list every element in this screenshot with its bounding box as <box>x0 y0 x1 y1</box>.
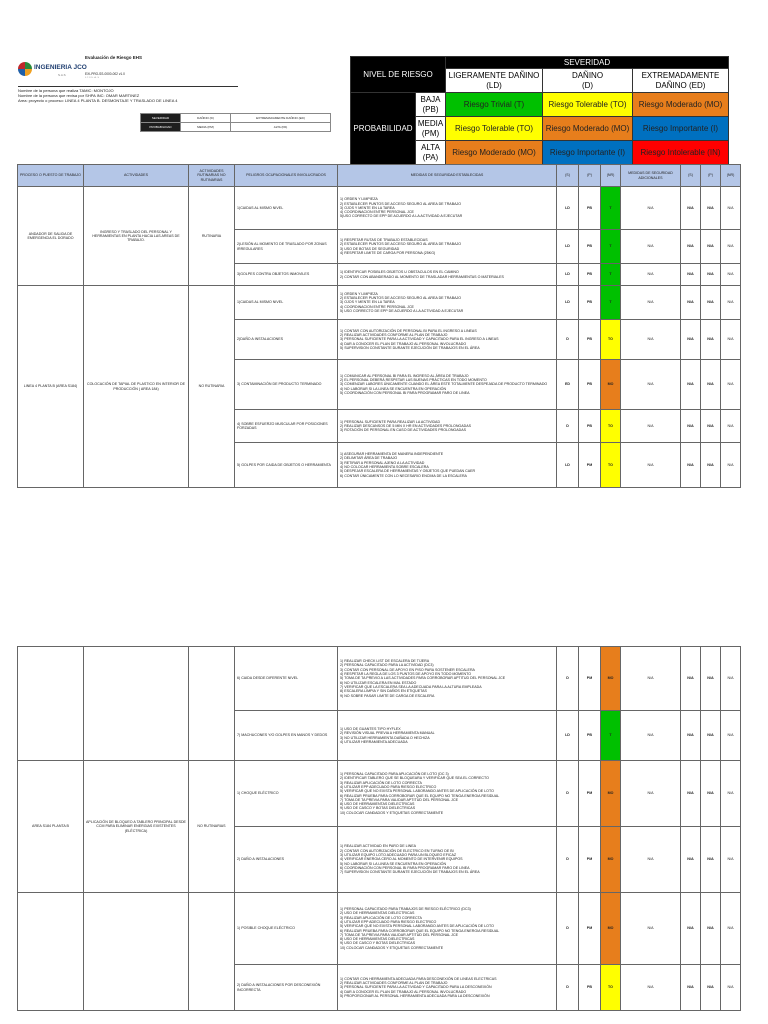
severity-cell: D <box>557 647 579 711</box>
additional-measures-cell: N/A <box>621 360 681 410</box>
additional-measures-cell: N/A <box>621 410 681 443</box>
rutina-cell: RUTINARIA <box>189 187 235 286</box>
risk-level-cell: T <box>601 264 621 286</box>
severity2-cell: N/A <box>681 443 701 488</box>
severity-cell: LD <box>557 264 579 286</box>
additional-measures-cell: N/A <box>621 761 681 827</box>
logo-subtext: S.A.S <box>58 73 66 77</box>
document-code: EXI-PRO-SS-0000-002 v1.0 <box>85 72 125 76</box>
table-row <box>18 187 741 230</box>
table-row <box>18 286 741 320</box>
risk-assessment-table-continued <box>17 646 741 1011</box>
severity-cell: LD <box>557 711 579 761</box>
proceso-cell <box>18 893 84 1011</box>
matrix-probabilidad-label: PROBABILIDAD <box>351 93 416 165</box>
mini-cell: MEDIA (PM) <box>181 123 231 132</box>
document-code-sub: J C O S . A . S <box>85 77 99 79</box>
matrix-sev-col: LIGERAMENTE DAÑINO (LD) <box>446 69 543 93</box>
additional-measures-cell: N/A <box>621 264 681 286</box>
actividad-cell: INGRESO Y TRASLADO DEL PERSONAL Y HERRAMIENTAS EN PLANTA HACIA LAS AREAS DE TRABAJO. <box>84 187 189 286</box>
probability2-cell: N/A <box>701 893 721 965</box>
probability2-cell: N/A <box>701 187 721 230</box>
header-rutinarias: ACTIVIDADES RUTINARIAS NO RUTINARIAS <box>189 165 235 187</box>
info-evaluator: Nombre de la persona que realiza TAMIC: MONTOJO <box>18 88 114 93</box>
peligro-cell: 1)CAIDAS AL MISMO NIVEL <box>235 187 338 230</box>
matrix-sev-col: EXTREMADAMENTE DAÑINO (ED) <box>633 69 729 93</box>
medidas-cell: 1) ORDEN Y LIMPIEZA 2) ESTABLECER PUNTOS DE ACCESO SEGURO AL AREA DE TRABAJO 3) OJOS Y MENTE EN LA TAREA 4) COORDINACION ENTRE PERSONAL JCE 5) USO CORRECTO DE EPP DE ACUERDO A LA ACTIVIDAD A EJECUTAR <box>338 286 557 320</box>
risk-level2-cell: N/A <box>721 893 741 965</box>
severity2-cell: N/A <box>681 761 701 827</box>
table-row <box>18 647 741 711</box>
matrix-prob-row: ALTA (PA) <box>416 141 446 165</box>
risk-level-cell: MO <box>601 893 621 965</box>
mini-cell: ALTA (PA) <box>231 123 331 132</box>
medidas-cell: 1) USO DE GUANTES TIPO HYFLEX 2) REVISIÓN VISUAL PREVIA A HERRAMIENTA MANUAL 3) NO UTILIZAR HERRAMIENTA DAÑADA O HECHIZA 4) UTILIZAR HERRAMIENTA ADECUADA <box>338 711 557 761</box>
header-medidas-adicionales: MEDIDAS DE SEGURIDAD ADICIONALES <box>621 165 681 187</box>
matrix-cell: Riesgo Importante (I) <box>543 141 633 165</box>
peligro-cell: 3) CONTAMINACIÓN DE PRODUCTO TERMINADO <box>235 360 338 410</box>
proceso-cell: ANDADOR DE SALIDA DE EMERGENCIA EL DORADO <box>18 187 84 286</box>
severity-cell: D <box>557 893 579 965</box>
severity-cell: D <box>557 410 579 443</box>
peligro-cell: 2)DAÑO A INSTALACIONES <box>235 320 338 360</box>
matrix-cell: Riesgo Intolerable (IN) <box>633 141 729 165</box>
actividad-cell <box>84 893 189 1011</box>
document-title: Evaluación de Riesgo EHS <box>85 55 143 60</box>
risk-matrix <box>350 56 729 165</box>
severity2-cell: N/A <box>681 230 701 264</box>
peligro-cell: 2) DAÑO A INSTALACIONES <box>235 827 338 893</box>
severity-cell: D <box>557 965 579 1011</box>
risk-level-cell: TO <box>601 443 621 488</box>
probability-cell: PB <box>579 320 601 360</box>
header-medidas: MEDIDAS DE SEGURIDAD ESTABLECIDAS <box>338 165 557 187</box>
rutina-cell <box>189 647 235 761</box>
mini-cell: DAÑINO (D) <box>181 114 231 123</box>
severity2-cell: N/A <box>681 360 701 410</box>
table-row <box>18 761 741 827</box>
peligro-cell: 5) GOLPES POR CAIDA DE OBJETOS O HERRAMIENTA <box>235 443 338 488</box>
actividad-cell <box>84 647 189 761</box>
table-row <box>18 893 741 965</box>
risk-level-cell: MO <box>601 827 621 893</box>
risk-level-cell: T <box>601 230 621 264</box>
matrix-cell: Riesgo Tolerable (TO) <box>543 93 633 117</box>
medidas-cell: 1) CONTAR CON HERRAMIENTA ADECUADA PARA DESCONEXIÓN DE LINEAS ELECTRICAS 2) REALIZAR ACTIVIDADES CONFORME AL PLAN DE TRABAJO 3) PERSONAL SUFICIENTE PARA LA ACTIVIDAD Y CAPACITADO PARA LA DESCONEXIÓN 4) DAR A CONOCER EL PLAN DE TRABAJO AL PERSONAL INVOLUCRADO 5) PROPORCIONAR AL PERSONAL HERRAMIENTA ADECUADA PARA LA DESCONEXIÓN <box>338 965 557 1011</box>
header-p: (P) <box>579 165 601 187</box>
probability-cell: PB <box>579 230 601 264</box>
peligro-cell: 2)LESIÓN AL MOMENTO DE TRASLADO POR ZONAS IRREGULARES <box>235 230 338 264</box>
additional-measures-cell: N/A <box>621 230 681 264</box>
additional-measures-cell: N/A <box>621 443 681 488</box>
header-peligros: PELIGROS OCUPACIONALES INVOLUCRADOS <box>235 165 338 187</box>
severity2-cell: N/A <box>681 827 701 893</box>
peligro-cell: 1) POSIBLE CHOQUE ELÉCTRICO <box>235 893 338 965</box>
additional-measures-cell: N/A <box>621 286 681 320</box>
probability-cell: PM <box>579 761 601 827</box>
mini-cell: PROBABILIDAD <box>141 123 181 132</box>
probability2-cell: N/A <box>701 286 721 320</box>
additional-measures-cell: N/A <box>621 320 681 360</box>
additional-measures-cell: N/A <box>621 827 681 893</box>
medidas-cell: 1) CONTAR CON AUTORIZACIÓN DE PERSONAL BI PARA EL INGRESO A LINEAS 2) REALIZAR ACTIVIDADES CONFORME AL PLAN DE TRABAJO 3) PERSONAL SUFICIENTE PARA LA ACTIVIDAD Y CAPACITADO PARA EL INGRESO A LINEAS 4) DAR A CONOCER EL PLAN DE TRABAJO AL PERSONAL INVOLUCRADO 5) SUPERVISION CONSTANTE DURANTE EJECUCIÓN DE TRABAJOS EN EL ÁREA <box>338 320 557 360</box>
probability2-cell: N/A <box>701 264 721 286</box>
additional-measures-cell: N/A <box>621 893 681 965</box>
severity-cell: D <box>557 320 579 360</box>
peligro-cell: 3)GOLPES CONTRA OBJETOS INMOVILES <box>235 264 338 286</box>
risk-level-cell: TO <box>601 410 621 443</box>
matrix-cell: Riesgo Trivial (T) <box>446 93 543 117</box>
probability2-cell: N/A <box>701 711 721 761</box>
mini-cell: EXTREMADAMENTE DAÑINO (ED) <box>231 114 331 123</box>
risk-level2-cell: N/A <box>721 965 741 1011</box>
matrix-prob-row: MEDIA (PM) <box>416 117 446 141</box>
matrix-cell: Riesgo Moderado (MO) <box>543 117 633 141</box>
risk-level2-cell: N/A <box>721 647 741 711</box>
severity-cell: LD <box>557 286 579 320</box>
peligro-cell: 6) CAIDA DESDE DIFERENTE NIVEL <box>235 647 338 711</box>
probability2-cell: N/A <box>701 230 721 264</box>
proceso-cell: LINEA 4 PLANTA B (AREA S184) <box>18 286 84 488</box>
severity2-cell: N/A <box>681 410 701 443</box>
header-s2: (S) <box>681 165 701 187</box>
severity2-cell: N/A <box>681 965 701 1011</box>
severity-cell: LD <box>557 230 579 264</box>
probability2-cell: N/A <box>701 965 721 1011</box>
peligro-cell: 4) SOBRE ESFUERZO MUSCULAR POR POSICIONES FORZADAS <box>235 410 338 443</box>
matrix-cell: Riesgo Moderado (MO) <box>446 141 543 165</box>
risk-level2-cell: N/A <box>721 711 741 761</box>
probability2-cell: N/A <box>701 761 721 827</box>
risk-level-cell: TO <box>601 320 621 360</box>
proceso-cell: AREA S184 PLANTA B <box>18 761 84 893</box>
legend-mini-table <box>140 113 331 132</box>
probability-cell: PB <box>579 360 601 410</box>
risk-level-cell: T <box>601 187 621 230</box>
probability-cell: PM <box>579 647 601 711</box>
severity2-cell: N/A <box>681 286 701 320</box>
rutina-cell <box>189 893 235 1011</box>
logo-mark-icon <box>18 62 32 76</box>
rutina-cell: NO RUTINARIA <box>189 286 235 488</box>
additional-measures-cell: N/A <box>621 965 681 1011</box>
probability-cell: PB <box>579 187 601 230</box>
risk-level-cell: MO <box>601 647 621 711</box>
severity2-cell: N/A <box>681 711 701 761</box>
probability2-cell: N/A <box>701 410 721 443</box>
probability-cell: PB <box>579 965 601 1011</box>
probability2-cell: N/A <box>701 443 721 488</box>
probability-cell: PB <box>579 711 601 761</box>
company-logo <box>18 60 87 82</box>
risk-level-cell: MO <box>601 761 621 827</box>
info-reviewer: Nombre de la persona que revisa por SHPA INC: OMAR MARTINEZ <box>18 93 140 98</box>
medidas-cell: 1) PERSONAL CAPACITADO PARA APLICACIÓN DE LOTO (DC 3) 2) IDENTIFICAR TABLERO QUE SE BLOQUEARA Y VERIFICAR QUE SEA EL CORRECTO 3) REALIZAR APLICACIÓN DE LOTO CORRECTA 4) UTILIZAR EPP ADECUADO PARA RIESGO ELECTRICO 5) VERIFICAR QUE NO EXISTA PERSONAL LABORANDO ANTES DE APLICACIÓN DE LOTO 6) REALIZAR PRUEBA PARA CORROBORAR QUE EL EQUIPO NO TENGA ENERGIA RESIDUAL 7) TOMA DE TA PREVIA PARA VALIDAR APTITUD DEL PERSONAL JCE 8) USO DE HERRAMIENTAS DIELECTRICAS 9) USO DE CASCO Y BOTAS DIELECTRICAS 10) COLOCAR CANDADOS Y ETIQUETAS CORRECTAMENTE <box>338 761 557 827</box>
risk-level2-cell: N/A <box>721 360 741 410</box>
probability-cell: PM <box>579 443 601 488</box>
medidas-cell: 1) ORDEN Y LIMPIEZA 2) ESTABLECER PUNTOS DE ACCESO SEGURO AL AREA DE TRABAJO 3) OJOS Y MENTE EN LA TAREA 4) COORDINACION ENTRE PERSONAL JCE 5)USO CORRECTO DE EPP DE ACUERDO A LA ACTIVIDAD A EJECUTAR <box>338 187 557 230</box>
probability2-cell: N/A <box>701 320 721 360</box>
actividad-cell: APLICACIÓN DE BLOQUEO A TABLERO PRINCIPAL DESDE CCM PARA ELIMINAR ENERGIAS EXISTENTES (ELÉCTRICA) <box>84 761 189 893</box>
risk-level2-cell: N/A <box>721 761 741 827</box>
matrix-cell: Riesgo Importante (I) <box>633 117 729 141</box>
peligro-cell: 1) CHOQUE ELÉCTRICO <box>235 761 338 827</box>
logo-text: INGENIERIA JCO <box>34 64 87 71</box>
actividad-cell: COLOCACIÓN DE TAPIAL DE PLASTICO EN INTERIOR DE PRODUCCIÓN ( AREA 184) <box>84 286 189 488</box>
header-proceso: PROCESO O PUESTO DE TRABAJO <box>18 165 84 187</box>
header-nr2: (NR) <box>721 165 741 187</box>
severity2-cell: N/A <box>681 264 701 286</box>
medidas-cell: 1) PERSONAL SUFICIENTE PARA REALIZAR LA ACTIVIDAD 2) REALIZAR DESCANSOS DE 5 MIN X HR EN ACTIVIDADES PROLONGADAS 3) ROTACIÓN DE PERSONAL EN CASO DE ACTIVIDADES PROLONGADAS <box>338 410 557 443</box>
severity-cell: LD <box>557 443 579 488</box>
severity-cell: LD <box>557 187 579 230</box>
probability-cell: PM <box>579 893 601 965</box>
probability-cell: PB <box>579 410 601 443</box>
matrix-prob-row: BAJA (PB) <box>416 93 446 117</box>
severity2-cell: N/A <box>681 320 701 360</box>
matrix-cell: Riesgo Moderado (MO) <box>633 93 729 117</box>
severity2-cell: N/A <box>681 893 701 965</box>
peligro-cell: 7) MACHUCONES Y/O GOLPES EN MANOS Y DEDOS <box>235 711 338 761</box>
severity-cell: D <box>557 761 579 827</box>
matrix-sev-col: DAÑINO (D) <box>543 69 633 93</box>
medidas-cell: 1) REALIZAR ACTIVIDAD EN PARO DE LINEA 2) CONTAR CON AUTORIZACIÓN DE ELECTRICO EN TURNO DE BI 3) UTILIZAR EQUIPO LOTO ADECUADO PARA UN BLOQUEO EFICAZ 4) VERIFICAR ENERGIA CERO AL MOMENTO DE INTERVENIR EQUIPOS 5) NO LABORAR SI LA LINEA SE ENCUENTRA EN OPERACIÓN 6) COORDINACIÓN CON PERSONAL BI PARA PROGRAMAR PARO DE LINEA 7) SUPERVISION CONSTANTE DURANTE EJECUCIÓN DE TRABAJOS EN EL ÁREA <box>338 827 557 893</box>
header-divider <box>18 86 238 87</box>
medidas-cell: 1) COMUNICAR AL PERSONAL BI PARA EL INGRESO AL ÁREA DE TRABAJO 2) EL PERSONAL DEBERÁ RESPETAR LAS BUENAS PRÁCTICAS EN TODO MOMENTO 3) COMENZAR LABORES ÚNICAMENTE CUANDO EL ÁREA ESTE TOTALMENTE DESPEJADA DE PRODUCTO TERMINADO 4) NO LABORAR SI LA LINEA SE ENCUENTRA EN OPERACIÓN 5) COORDINACIÓN CON PERSONAL BI PARA PROGRAMAR PARO DE LINEA <box>338 360 557 410</box>
peligro-cell: 1)CAIDAS AL MISMO NIVEL <box>235 286 338 320</box>
medidas-cell: 1) ASEGURAR HERRAMIENTA DE MANERA INDEPENDIENTE 2) DELIMITAR ÁREA DE TRABAJO 3) RETIRAR A PERSONAL AJENO A LA ACTIVIDAD 4) NO COLOCAR HERRAMIENTA SOBRE ESCALERA 5) DESPEJAR ESCALERA DE HERRAMIENTAS Y OBJETOS QUE PUEDAN CAER 6) CONTAR ÚNICAMENTE CON LO NECESARIO ENCIMA DE LA ESCALERA <box>338 443 557 488</box>
matrix-nivel-label: NIVEL DE RIESGO <box>351 57 446 93</box>
additional-measures-cell: N/A <box>621 187 681 230</box>
header-nr: (NR) <box>601 165 621 187</box>
probability-cell: PM <box>579 827 601 893</box>
info-area: Area: proyecto o proceso: LINEA 4 PLANTA B. DESMONTAJE Y TRASLADO DE LINEA 4 <box>18 98 178 103</box>
risk-level-cell: T <box>601 711 621 761</box>
peligro-cell: 2) DAÑO A INSTALACIONES POR DESCONEXIÓN INCORRECTA <box>235 965 338 1011</box>
matrix-severidad-label: SEVERIDAD <box>446 57 729 69</box>
risk-level2-cell: N/A <box>721 286 741 320</box>
probability-cell: PB <box>579 264 601 286</box>
risk-level2-cell: N/A <box>721 264 741 286</box>
severity-cell: D <box>557 827 579 893</box>
risk-level2-cell: N/A <box>721 187 741 230</box>
risk-level2-cell: N/A <box>721 827 741 893</box>
medidas-cell: 1) PERSONAL CAPACITADO PARA TRABAJOS DE RIESGO ELÉCTRICO (DC3) 2) USO DE HERRAMIENTAS DIELECTRICAS 3) REALIZAR APLICACIÓN DE LOTO CORRECTA 4) UTILIZAR EPP ADECUADO PARA RIESGO ELECTRICO 5) VERIFICAR QUE NO EXISTA PERSONAL LABORANDO ANTES DE APLICACIÓN DE LOTO 6) REALIZAR PRUEBA PARA CORROBORAR QUE EL EQUIPO NO TENGA ENERGIA RESIDUAL 7) TOMA DE TA PREVIA PARA VALIDAR APTITUD DEL PERSONAL JCE 8) USO DE HERRAMIENTAS DIELECTRICAS 9) USO DE CASCO Y BOTAS DIELECTRICAS 10) COLOCAR CANDADOS Y ETIQUETAS CORRECTAMENTE <box>338 893 557 965</box>
matrix-cell: Riesgo Tolerable (TO) <box>446 117 543 141</box>
header-s: (S) <box>557 165 579 187</box>
severity-cell: ED <box>557 360 579 410</box>
severity2-cell: N/A <box>681 187 701 230</box>
header-actividades: ACTIVIDADES <box>84 165 189 187</box>
proceso-cell <box>18 647 84 761</box>
risk-level-cell: T <box>601 286 621 320</box>
risk-level-cell: TO <box>601 965 621 1011</box>
risk-assessment-table <box>17 164 741 488</box>
header-p2: (P) <box>701 165 721 187</box>
medidas-cell: 1) IDENTIFICAR POSIBLES OBJETOS U OBSTACULOS EN EL CAMINO 2) CONTAR CON ABANDERADO AL MOMENTO DE TRASLADAR HERRAMIENTAS O MATERIALES <box>338 264 557 286</box>
probability2-cell: N/A <box>701 360 721 410</box>
rutina-cell: NO RUTINARIAS <box>189 761 235 893</box>
additional-measures-cell: N/A <box>621 647 681 711</box>
additional-measures-cell: N/A <box>621 711 681 761</box>
risk-level2-cell: N/A <box>721 230 741 264</box>
probability2-cell: N/A <box>701 647 721 711</box>
risk-level-cell: MO <box>601 360 621 410</box>
mini-cell: SEVERIDAD <box>141 114 181 123</box>
severity2-cell: N/A <box>681 647 701 711</box>
medidas-cell: 1) REALIZAR CHECK LIST DE ESCALERA DE TIJERA 2) PERSONAL CAPACITADO PARA LA ACTIVIDAD (DC3) 3) CONTAR CON PERSONAL DE APOYO EN PISO PARA SOSTENER ESCALERA 4) RESPETAR LA REGLA DE LOS 3 PUNTOS DE APOYO EN TODO MOMENTO 5) TOMA DE TA PREVIO A LAS ACTIVIDADES PARA CORROBORAR APTITUD DEL PERSONAL JCE 6) NO UTILIZAR ESCALERA EN MAL ESTADO 7) VERIFICAR QUE LA ESCALERA SEA LA ADECUADA PARA LA ALTURA EMPLEADA 8) ESCALERA LIMPIA Y SIN DAÑOS EN ETIQUETAS 9) NO SOBRE PASAR LIMITE DE CARGA DE ESCALERA <box>338 647 557 711</box>
probability-cell: PB <box>579 286 601 320</box>
risk-level2-cell: N/A <box>721 410 741 443</box>
risk-level2-cell: N/A <box>721 320 741 360</box>
risk-level2-cell: N/A <box>721 443 741 488</box>
medidas-cell: 1) RESPETAR RUTAS DE TRABAJO ESTABLECIDAS 2) ESTABLECER PUNTOS DE ACCESO SEGURO AL AREA DE TRABAJO 3) USO DE BOTAS DE SEGURIDAD 4) RESPETAR LIMITE DE CARGA POR PERSONA (25KG) <box>338 230 557 264</box>
probability2-cell: N/A <box>701 827 721 893</box>
